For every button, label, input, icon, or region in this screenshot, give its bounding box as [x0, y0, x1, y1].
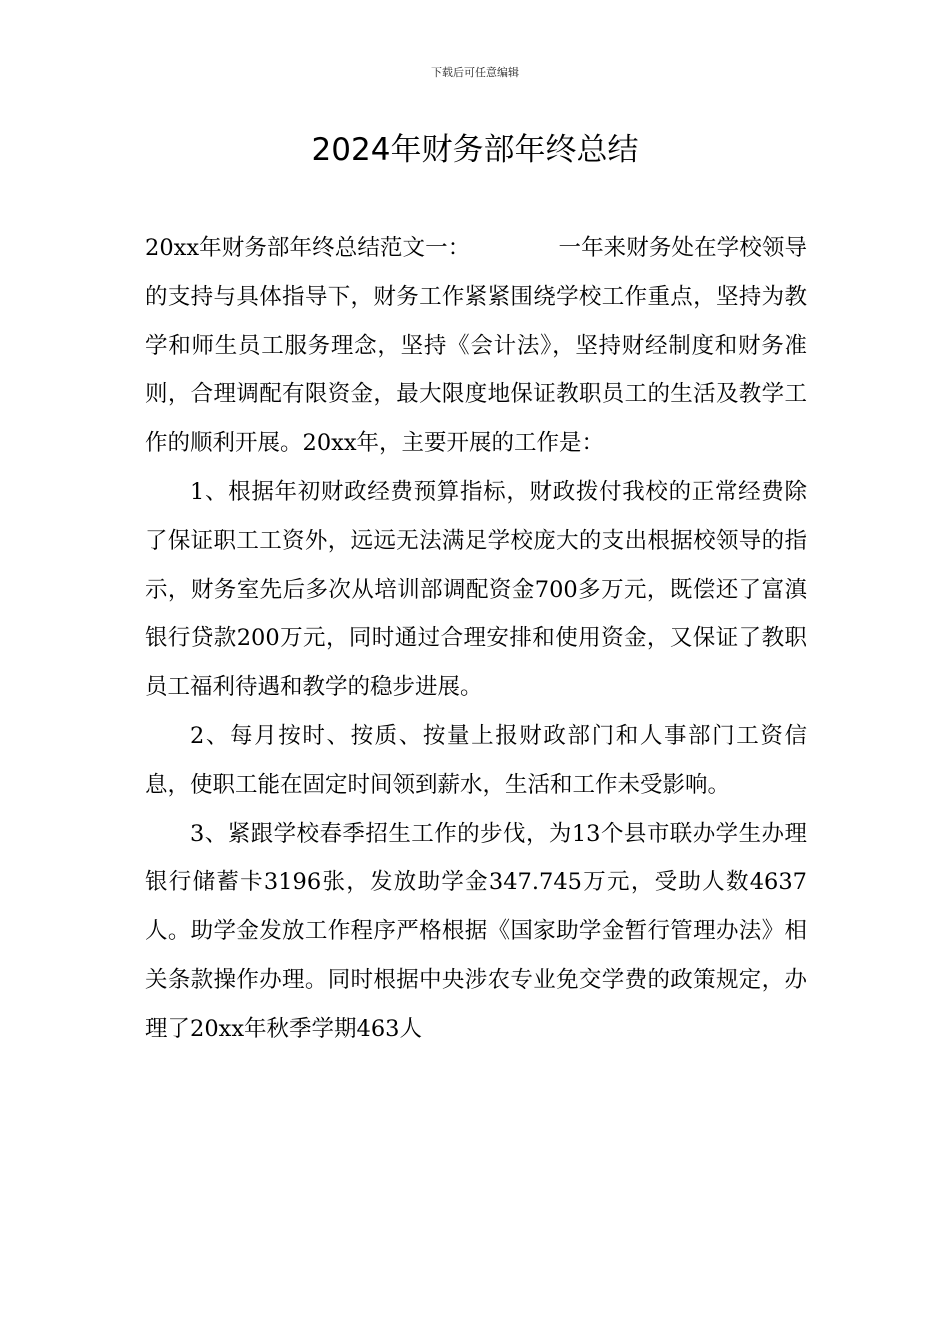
document-body: [145, 224, 807, 1054]
header-note: 下载后可任意编辑: [431, 66, 519, 79]
document-title: 2024年财务部年终总结: [311, 132, 639, 168]
intro-paragraph: [145, 224, 807, 468]
list-item: 2、每月按时、按质、按量上报财政部门和人事部门工资信息，使职工能在固定时间领到薪水，生活和工作未受影响。: [145, 722, 807, 798]
list-item: 3、紧跟学校春季招生工作的步伐，为13个县市联办学生办理银行储蓄卡3196张，发放助学金347.745万元，受助人数4637人。助学金发放工作程序严格根据《国家助学金暂行管理办法》相关条款操作办理。同时根据中央涉农专业免交学费的政策规定，办理了20xx年秋季学期463人: [145, 820, 807, 1042]
intro-heading: 20xx年财务部年终总结范文一：: [145, 235, 471, 261]
intro-body: 一年来财务处在学校领导的支持与具体指导下，财务工作紧紧围绕学校工作重点，坚持为教学和师生员工服务理念，坚持《会计法》，坚持财经制度和财务准则，合理调配有限资金，最大限度地保证教职员工的生活及教学工作的顺利开展。20xx年，主要开展的工作是：: [145, 235, 807, 457]
list-item: 1、根据年初财政经费预算指标，财政拨付我校的正常经费除了保证职工工资外，远远无法满足学校庞大的支出根据校领导的指示，财务室先后多次从培训部调配资金700多万元，既偿还了富滇银行贷款200万元，同时通过合理安排和使用资金，又保证了教职员工福利待遇和教学的稳步进展。: [145, 478, 807, 701]
